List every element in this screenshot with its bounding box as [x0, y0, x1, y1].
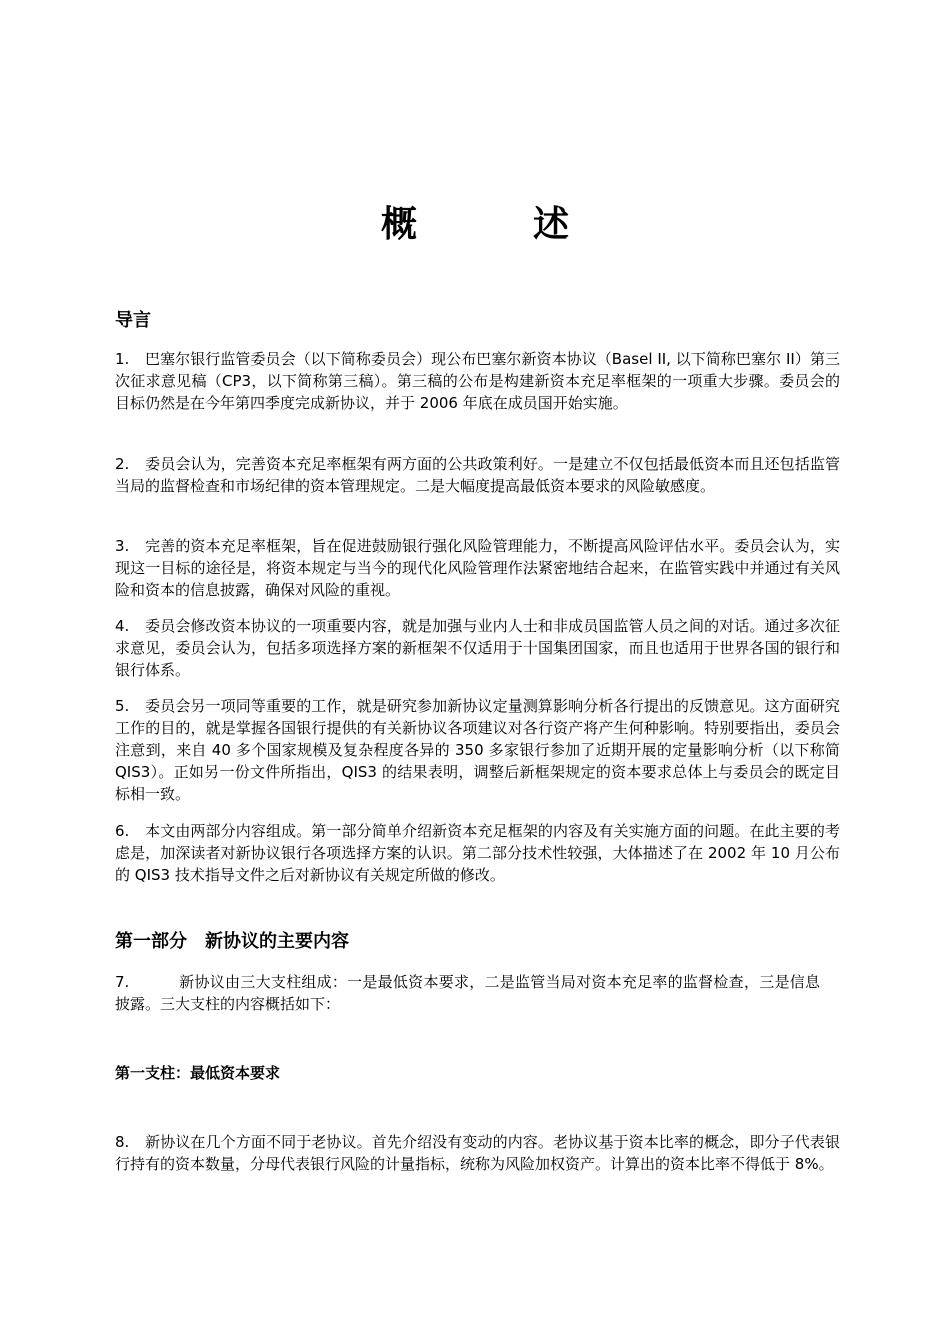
paragraph-text: 新协议由三大支柱组成：一是最低资本要求，二是监管当局对资本充足率的监督检查，三是信息披露。三大支柱的内容概括如下： — [115, 973, 820, 1013]
paragraph-number: 4. — [115, 617, 130, 635]
paragraph-text: 完善的资本充足率框架，旨在促进鼓励银行强化风险管理能力，不断提高风险评估水平。委员会认为，实现这一目标的途径是，将资本规定与当今的现代化风险管理作法紧密地结合起来，在监管实践中并通过有关风险和资本的信息披露，确保对风险的重视。 — [115, 537, 840, 599]
paragraph-text: 委员会认为，完善资本充足率框架有两方面的公共政策利好。一是建立不仅包括最低资本而且还包括监管当局的监督检查和市场纪律的资本管理规定。二是大幅度提高最低资本要求的风险敏感度。 — [115, 455, 840, 495]
section-heading-intro: 导言 — [115, 310, 151, 331]
paragraph-8 — [115, 1131, 840, 1175]
paragraph-text: 巴塞尔银行监管委员会（以下简称委员会）现公布巴塞尔新资本协议（Basel II, 以下简称巴塞尔 II）第三次征求意见稿（CP3，以下简称第三稿）。第三稿的公布是构建新资本充足率框架的一项重大步骤。委员会的目标仍然是在今年第四季度完成新协议，并于 2006 年底在成员国开始实施。 — [115, 350, 840, 412]
paragraph-6 — [115, 820, 840, 886]
paragraph-number: 6. — [115, 822, 130, 840]
paragraph-text: 委员会另一项同等重要的工作，就是研究参加新协议定量测算影响分析各行提出的反馈意见。这方面研究工作的目的，就是掌握各国银行提供的有关新协议各项建议对各行资产将产生何种影响。特别要指出，委员会注意到，来自 40 多个国家规模及复杂程度各异的 350 多家银行参加了近期开展的定量影响分析（以下称简 QIS3）。正如另一份文件所指出，QIS3 的结果表明，调整后新框架规定的资本要求总体上与委员会的既定目标相一致。 — [115, 697, 840, 803]
paragraph-number: 8. — [115, 1133, 130, 1151]
paragraph-4 — [115, 615, 840, 681]
paragraph-text: 委员会修改资本协议的一项重要内容，就是加强与业内人士和非成员国监管人员之间的对话。通过多次征求意见，委员会认为，包括多项选择方案的新框架不仅适用于十国集团国家，而且也适用于世界各国的银行和银行体系。 — [115, 617, 840, 679]
paragraph-number: 1. — [115, 350, 130, 368]
paragraph-text: 本文由两部分内容组成。第一部分简单介绍新资本充足框架的内容及有关实施方面的问题。在此主要的考虑是，加深读者对新协议银行各项选择方案的认识。第二部分技术性较强，大体描述了在 2002 年 10 月公布的 QIS3 技术指导文件之后对新协议有关规定所做的修改。 — [115, 822, 840, 884]
paragraph-number: 7. — [115, 973, 130, 991]
paragraph-3 — [115, 535, 840, 601]
paragraph-number: 5. — [115, 697, 130, 715]
paragraph-2 — [115, 453, 840, 497]
paragraph-number: 2. — [115, 455, 130, 473]
paragraph-text: 新协议在几个方面不同于老协议。首先介绍没有变动的内容。老协议基于资本比率的概念，即分子代表银行持有的资本数量，分母代表银行风险的计量指标，统称为风险加权资产。计算出的资本比率不得低于 8%。 — [115, 1133, 840, 1173]
paragraph-5 — [115, 695, 840, 805]
page-title: 概 述 — [380, 204, 609, 245]
paragraph-number: 3. — [115, 537, 130, 555]
paragraph-7 — [115, 971, 820, 1015]
section-heading-part-one: 第一部分 新协议的主要内容 — [115, 931, 349, 952]
section-heading-pillar-one: 第一支柱：最低资本要求 — [115, 1064, 281, 1082]
paragraph-1 — [115, 348, 840, 414]
